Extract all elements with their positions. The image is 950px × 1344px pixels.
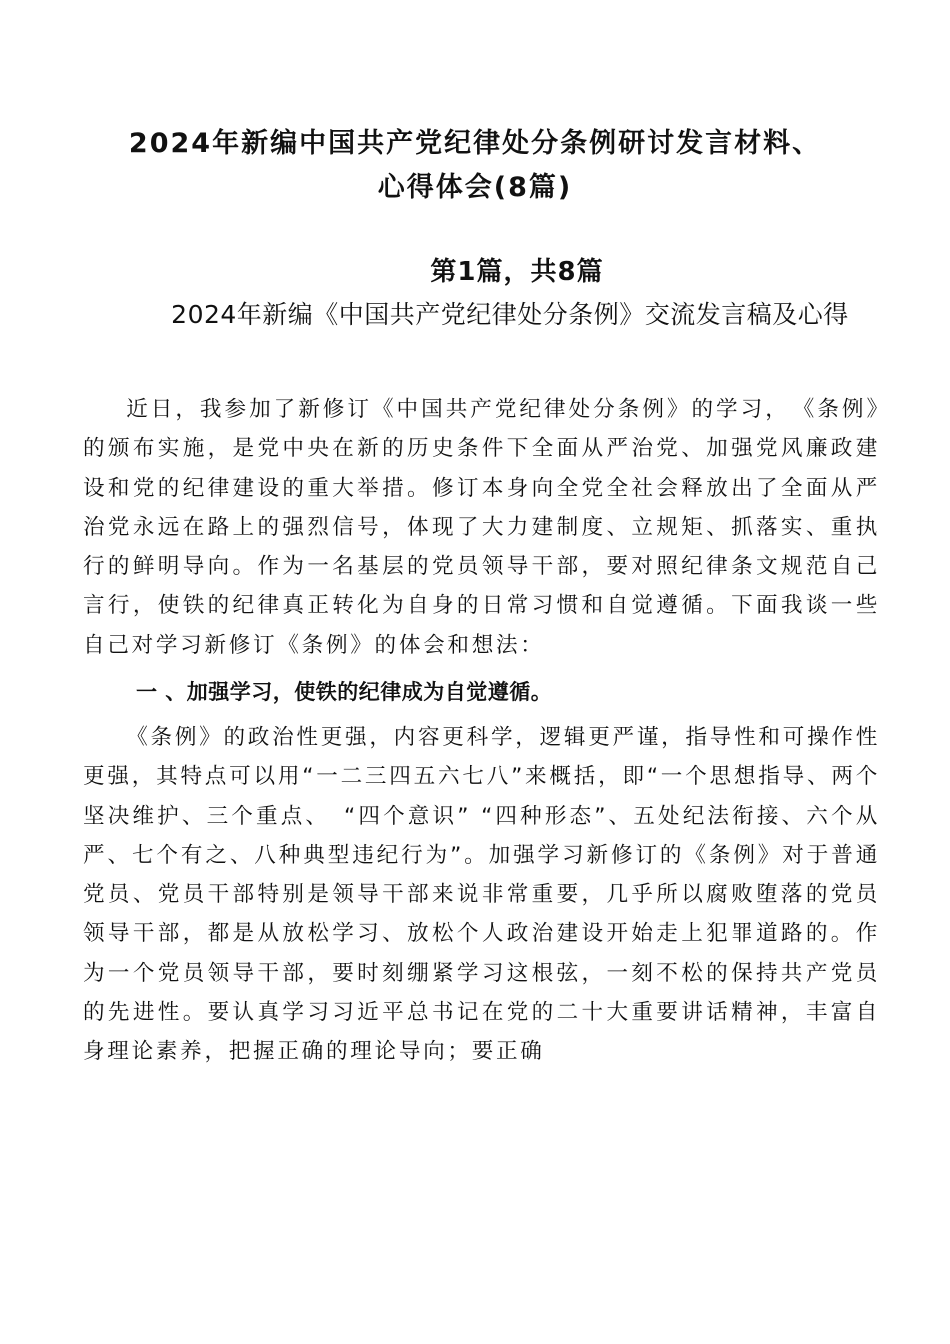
- document-title-line-1: 2024年新编中国共产党纪律处分条例研讨发言材料、: [128, 128, 822, 159]
- part-heading: 第1篇，共8篇: [430, 257, 604, 287]
- document-title: [60, 122, 890, 210]
- part-subtitle: 2024年新编《中国共产党纪律处分条例》交流发言稿及心得: [171, 300, 849, 329]
- body-paragraph-1: 近日，我参加了新修订《中国共产党纪律处分条例》的学习， 《条例》的颁布实施，是党中央在新的历史条件下全面从严治党、加强党风廉政建设和党的纪律建设的重大举措。修订本身向全党全社会释放出了全面从严治党永远在路上的强烈信号，体现了大力建制度、立规矩、抓落实、重执行的鲜明导向。作为一名基层的党员领导干部，要对照纪律条文规范自己言行，使铁的纪律真正转化为自身的日常习惯和自觉遵循。下面我谈一些自己对学习新修订《条例》的体会和想法：: [83, 397, 880, 658]
- section-heading-1: 一 、加强学习，使铁的纪律成为自觉遵循。: [136, 680, 553, 704]
- document-title-line-2: 心得体会(8篇): [377, 172, 573, 203]
- body-paragraph-2: 《条例》的政治性更强，内容更科学，逻辑更严谨，指导性和可操作性更强，其特点可以用“一二三四五六七八”来概括，即“一个思想指导、两个坚决维护、三个重点、 “四个意识” “四种形态”、五处纪法衔接、六个从严、七个有之、八种典型违纪行为”。加强学习新修订的《条例》对于普通党员、党员干部特别是领导干部来说非常重要，几乎所以腐败堕落的党员领导干部，都是从放松学习、放松个人政治建设开始走上犯罪道路的。作为一个党员领导干部，要时刻绷紧学习这根弦，一刻不松的保持共产党员的先进性。要认真学习习近平总书记在党的二十大重要讲话精神，丰富自身理论素养，把握正确的理论导向；要正确: [83, 725, 880, 1065]
